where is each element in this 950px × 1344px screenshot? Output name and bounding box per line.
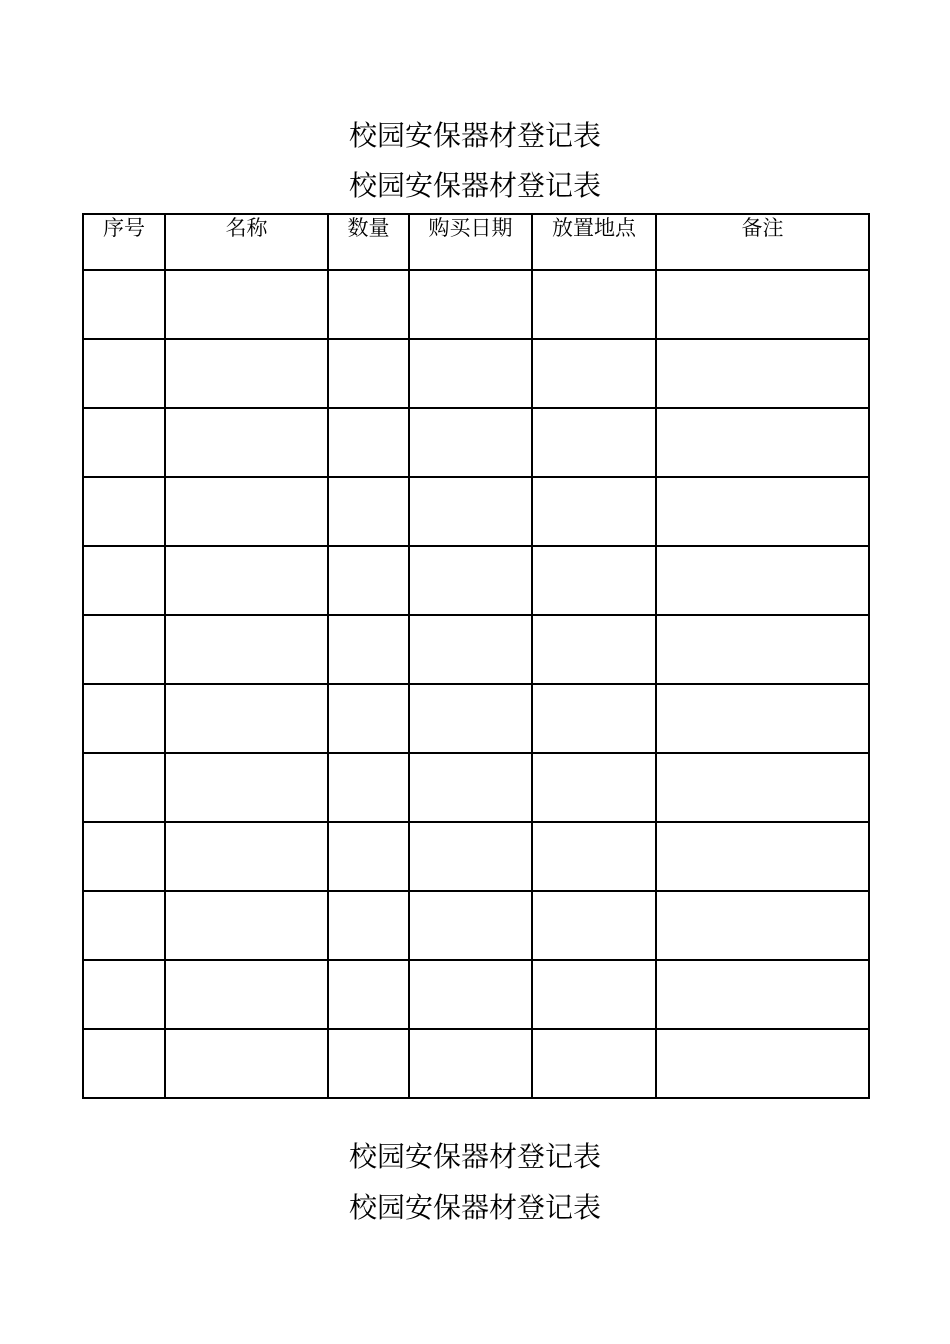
table-cell-quantity[interactable] <box>328 270 409 339</box>
column-header-quantity: 数量 <box>328 214 409 270</box>
header-row <box>83 214 869 270</box>
table-cell-index[interactable] <box>83 477 165 546</box>
table-cell-index[interactable] <box>83 615 165 684</box>
table-cell-location[interactable] <box>532 822 656 891</box>
table-cell-quantity[interactable] <box>328 1029 409 1098</box>
table-cell-index[interactable] <box>83 270 165 339</box>
table-row <box>83 477 869 546</box>
column-header-location: 放置地点 <box>532 214 656 270</box>
table-cell-name[interactable] <box>165 546 328 615</box>
table-cell-purchase-date[interactable] <box>409 822 532 891</box>
table-cell-remarks[interactable] <box>656 477 869 546</box>
table-cell-purchase-date[interactable] <box>409 339 532 408</box>
table-cell-name[interactable] <box>165 684 328 753</box>
table-cell-quantity[interactable] <box>328 822 409 891</box>
table-cell-quantity[interactable] <box>328 408 409 477</box>
table-row <box>83 546 869 615</box>
table-row <box>83 960 869 1029</box>
table-cell-location[interactable] <box>532 615 656 684</box>
table-cell-remarks[interactable] <box>656 270 869 339</box>
table-cell-location[interactable] <box>532 1029 656 1098</box>
table-row <box>83 753 869 822</box>
table-cell-location[interactable] <box>532 960 656 1029</box>
table-cell-remarks[interactable] <box>656 960 869 1029</box>
table-cell-location[interactable] <box>532 891 656 960</box>
table-cell-quantity[interactable] <box>328 615 409 684</box>
table-cell-name[interactable] <box>165 615 328 684</box>
table-cell-index[interactable] <box>83 684 165 753</box>
footer-title-repeat: 校园安保器材登记表 <box>348 1191 601 1224</box>
table-row <box>83 891 869 960</box>
table-cell-name[interactable] <box>165 339 328 408</box>
table-row <box>83 339 869 408</box>
table-cell-location[interactable] <box>532 270 656 339</box>
table-cell-name[interactable] <box>165 822 328 891</box>
column-header-index: 序号 <box>83 214 165 270</box>
table-cell-remarks[interactable] <box>656 684 869 753</box>
table-cell-quantity[interactable] <box>328 339 409 408</box>
table-cell-name[interactable] <box>165 753 328 822</box>
table-cell-location[interactable] <box>532 408 656 477</box>
table-cell-purchase-date[interactable] <box>409 753 532 822</box>
table-cell-remarks[interactable] <box>656 1029 869 1098</box>
table-cell-quantity[interactable] <box>328 891 409 960</box>
table-cell-remarks[interactable] <box>656 822 869 891</box>
table-cell-purchase-date[interactable] <box>409 270 532 339</box>
table-row <box>83 615 869 684</box>
table-cell-location[interactable] <box>532 477 656 546</box>
page-title-repeat: 校园安保器材登记表 <box>348 169 601 202</box>
table-cell-name[interactable] <box>165 960 328 1029</box>
table-cell-index[interactable] <box>83 960 165 1029</box>
table-cell-remarks[interactable] <box>656 753 869 822</box>
table-cell-location[interactable] <box>532 684 656 753</box>
register-table <box>82 213 870 1099</box>
column-header-remarks: 备注 <box>656 214 869 270</box>
table-cell-quantity[interactable] <box>328 477 409 546</box>
footer-title: 校园安保器材登记表 <box>348 1140 601 1173</box>
table-cell-index[interactable] <box>83 891 165 960</box>
table-row <box>83 822 869 891</box>
table-cell-index[interactable] <box>83 822 165 891</box>
column-header-purchase-date: 购买日期 <box>409 214 532 270</box>
page-title: 校园安保器材登记表 <box>348 119 601 152</box>
table-cell-location[interactable] <box>532 753 656 822</box>
table-cell-quantity[interactable] <box>328 684 409 753</box>
table-cell-index[interactable] <box>83 1029 165 1098</box>
table-cell-purchase-date[interactable] <box>409 960 532 1029</box>
table-cell-location[interactable] <box>532 546 656 615</box>
table-cell-purchase-date[interactable] <box>409 1029 532 1098</box>
table-cell-purchase-date[interactable] <box>409 477 532 546</box>
table-cell-purchase-date[interactable] <box>409 891 532 960</box>
table-row <box>83 684 869 753</box>
table-cell-name[interactable] <box>165 891 328 960</box>
table-cell-index[interactable] <box>83 339 165 408</box>
table-cell-index[interactable] <box>83 408 165 477</box>
column-header-name: 名称 <box>165 214 328 270</box>
table-cell-purchase-date[interactable] <box>409 615 532 684</box>
table-row <box>83 270 869 339</box>
table-cell-name[interactable] <box>165 270 328 339</box>
table-row <box>83 408 869 477</box>
table-cell-purchase-date[interactable] <box>409 546 532 615</box>
table-cell-remarks[interactable] <box>656 408 869 477</box>
table-cell-index[interactable] <box>83 546 165 615</box>
table-cell-name[interactable] <box>165 1029 328 1098</box>
table-cell-remarks[interactable] <box>656 339 869 408</box>
table-cell-quantity[interactable] <box>328 960 409 1029</box>
table-cell-remarks[interactable] <box>656 891 869 960</box>
table-cell-purchase-date[interactable] <box>409 408 532 477</box>
table-cell-quantity[interactable] <box>328 546 409 615</box>
table-cell-purchase-date[interactable] <box>409 684 532 753</box>
table-cell-remarks[interactable] <box>656 546 869 615</box>
table-row <box>83 1029 869 1098</box>
table-cell-name[interactable] <box>165 408 328 477</box>
table-cell-location[interactable] <box>532 339 656 408</box>
table-cell-name[interactable] <box>165 477 328 546</box>
table-cell-quantity[interactable] <box>328 753 409 822</box>
table-cell-index[interactable] <box>83 753 165 822</box>
table-cell-remarks[interactable] <box>656 615 869 684</box>
